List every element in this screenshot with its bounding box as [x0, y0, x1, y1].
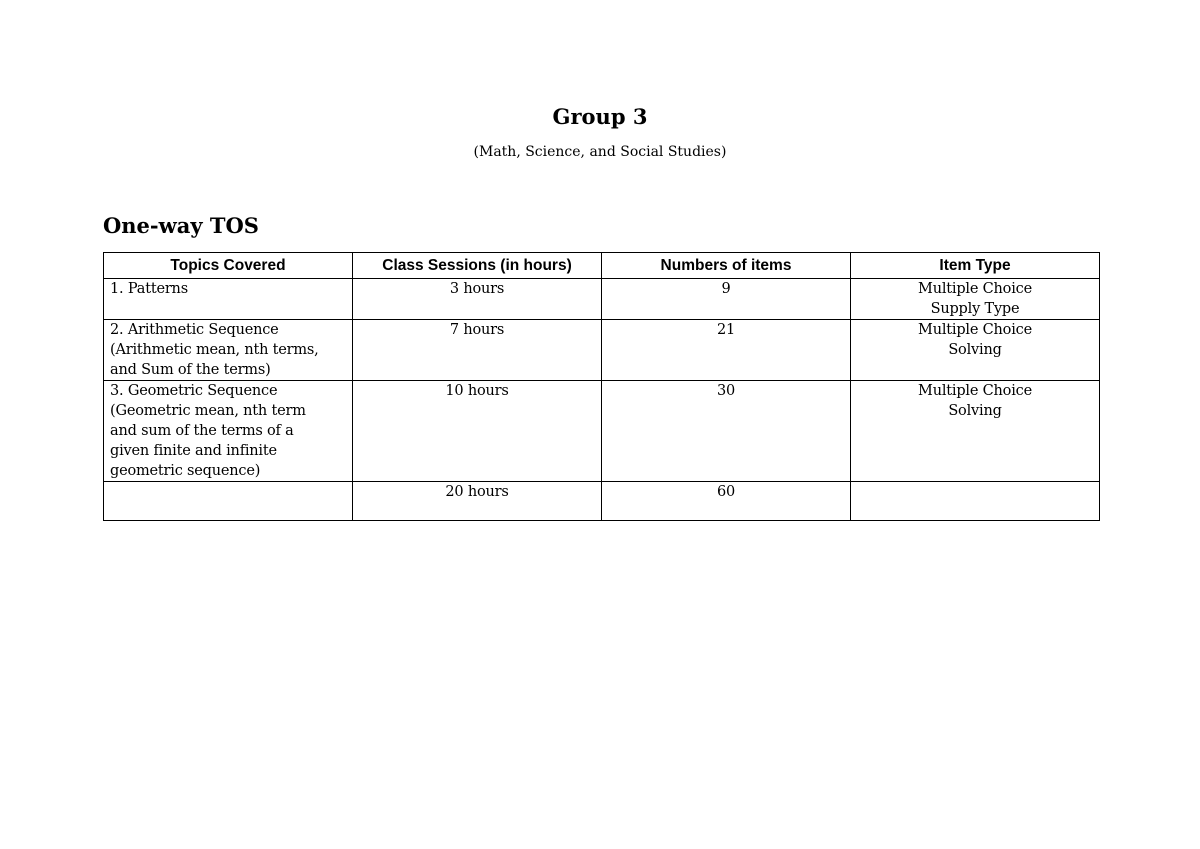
item-type-cell: Multiple Choice Solving [851, 320, 1100, 381]
document-title: Group 3 [552, 104, 648, 129]
header-numbers-of-items: Numbers of items [602, 253, 851, 279]
item-type-cell: Multiple Choice Supply Type [851, 279, 1100, 320]
items-cell: 9 [602, 279, 851, 320]
total-sessions-cell: 20 hours [353, 482, 602, 521]
header-topics-covered: Topics Covered [104, 253, 353, 279]
topic-cell: 2. Arithmetic Sequence (Arithmetic mean, nth terms, and Sum of the terms) [104, 320, 353, 381]
item-type-cell [851, 482, 1100, 521]
header-item-type: Item Type [851, 253, 1100, 279]
items-cell: 21 [602, 320, 851, 381]
total-items-cell: 60 [602, 482, 851, 521]
topic-cell: 3. Geometric Sequence (Geometric mean, nth term and sum of the terms of a given finite and infinite geometric sequence) [104, 381, 353, 482]
table-header-row [104, 253, 1100, 279]
header-class-sessions: Class Sessions (in hours) [353, 253, 602, 279]
section-heading: One-way TOS [103, 213, 259, 238]
item-type-cell: Multiple Choice Solving [851, 381, 1100, 482]
table-row [104, 320, 1100, 381]
sessions-cell: 3 hours [353, 279, 602, 320]
table-row [104, 381, 1100, 482]
document-subtitle: (Math, Science, and Social Studies) [473, 144, 727, 160]
table-total-row [104, 482, 1100, 521]
sessions-cell: 10 hours [353, 381, 602, 482]
table-row [104, 279, 1100, 320]
topic-cell: 1. Patterns [104, 279, 353, 320]
topic-cell [104, 482, 353, 521]
items-cell: 30 [602, 381, 851, 482]
tos-table [103, 252, 1100, 521]
sessions-cell: 7 hours [353, 320, 602, 381]
